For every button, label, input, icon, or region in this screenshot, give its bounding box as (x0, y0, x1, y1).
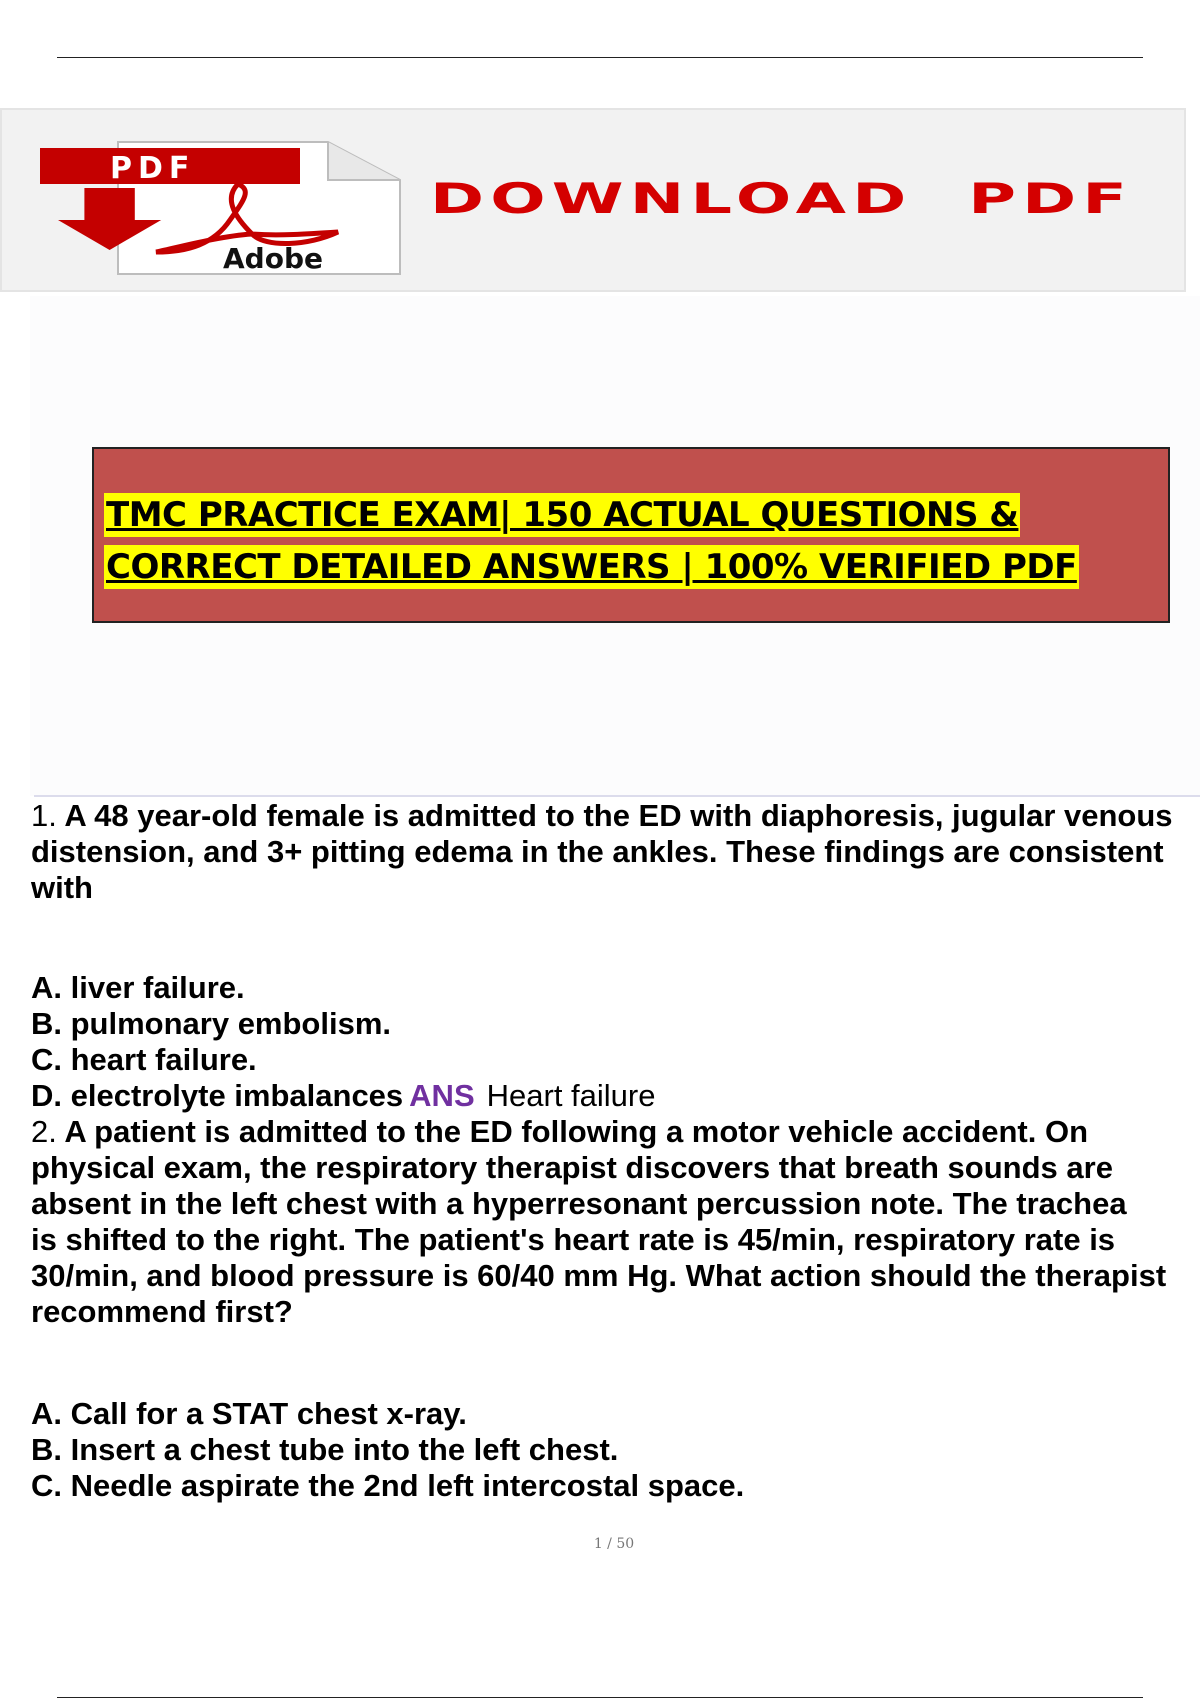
question-text: recommend first? (31, 1294, 293, 1329)
question-text: absent in the left chest with a hyperresonant percussion note. The trachea (31, 1186, 1127, 1221)
question-text: 30/min, and blood pressure is 60/40 mm Hg. What action should the therapist (31, 1258, 1167, 1293)
option-with-answer: D. electrolyte imbalances ANS Heart failure (31, 1078, 656, 1113)
option: B. Insert a chest tube into the left chest. (31, 1432, 619, 1467)
title-line-2: CORRECT DETAILED ANSWERS | 100% VERIFIED PDF (106, 547, 1077, 587)
download-pdf-banner[interactable] (0, 108, 1186, 292)
download-word: DOWNLOAD (430, 174, 913, 223)
question-text: distension, and 3+ pitting edema in the ankles. These findings are consistent (31, 834, 1164, 869)
download-pdf-label[interactable] (430, 174, 1133, 223)
question-text: 2. A patient is admitted to the ED following a motor vehicle accident. On (31, 1114, 1089, 1149)
option: A. liver failure. (31, 970, 245, 1005)
option: C. heart failure. (31, 1042, 257, 1077)
title-line-1: TMC PRACTICE EXAM| 150 ACTUAL QUESTIONS & (106, 495, 1019, 535)
bottom-rule (57, 1697, 1143, 1698)
svg-text:PDF: PDF (110, 151, 196, 186)
top-rule (57, 57, 1143, 58)
question-text: physical exam, the respiratory therapist discovers that breath sounds are (31, 1150, 1113, 1185)
question-2 (31, 1114, 1166, 1330)
pdf-word: PDF (968, 174, 1134, 223)
option: C. Needle aspirate the 2nd left intercostal space. (31, 1468, 745, 1503)
adobe-pdf-icon (38, 140, 408, 276)
divider (34, 795, 1200, 797)
question-text: is shifted to the right. The patient's heart rate is 45/min, respiratory rate is (31, 1222, 1116, 1257)
page-indicator: 1 / 50 (593, 1536, 635, 1552)
title-box (92, 447, 1170, 623)
answer-text: Heart failure (486, 1078, 656, 1113)
question-2-options (31, 1396, 744, 1504)
answer-label: ANS (409, 1078, 475, 1113)
question-text: 1. A 48 year-old female is admitted to the ED with diaphoresis, jugular venous (31, 798, 1173, 833)
question-1-options (31, 970, 655, 1114)
question-1 (31, 798, 1173, 906)
option: A. Call for a STAT chest x-ray. (31, 1396, 467, 1431)
question-text: with (31, 870, 93, 905)
option: B. pulmonary embolism. (31, 1006, 392, 1041)
svg-text:Adobe: Adobe (223, 242, 323, 275)
